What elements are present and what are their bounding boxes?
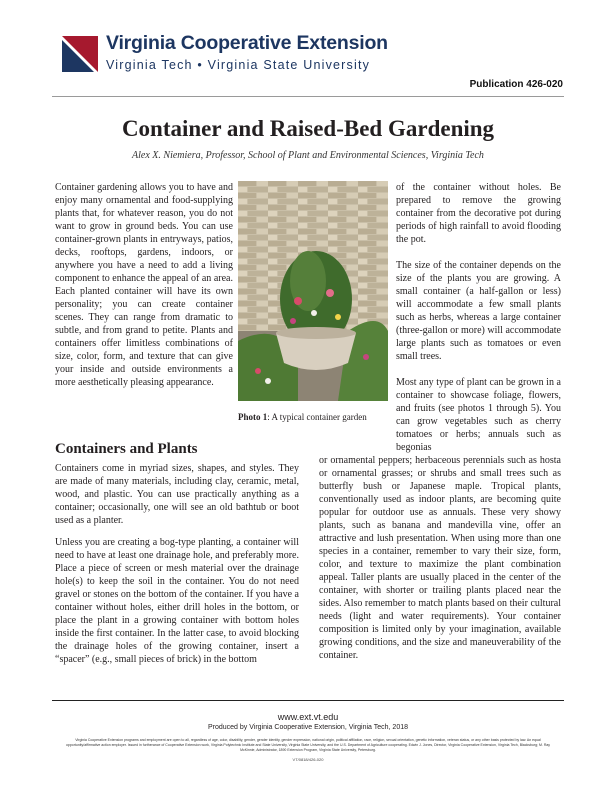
section-heading-containers-plants: Containers and Plants <box>55 441 198 457</box>
footer-legal-text: Virginia Cooperative Extension programs and employment are open to all, regardless of age, color, disability, gender, gender identity, gender expression, national origin, political affiliation, race, religion, sexual orientation, genetic information, veteran status, or any other basis protected by law. An equal opportunity/affirmative action employer. Issued in furtherance of Cooperative Extension work, Virginia Polytechnic Institute and State University, Virginia State University, and the U.S. Department of Agriculture cooperating. Edwin J. Jones, Director, Virginia Cooperative Extension, Virginia Tech, Blacksburg; M. Ray McKinnie, Administrator, 1890 Extension Program, Virginia State University, Petersburg. <box>65 738 551 752</box>
right-paragraph-1: of the container without holes. Be prepared to remove the growing container from the decorative pot during periods of high rainfall to avoid flooding the pot. <box>396 182 561 245</box>
footer-produced-by: Produced by Virginia Cooperative Extension, Virginia Tech, 2018 <box>207 724 409 731</box>
vce-logo-mark-icon <box>62 36 98 72</box>
header-divider <box>52 96 564 97</box>
containers-paragraph: Containers come in myriad sizes, shapes, and styles. They are made of many materials, including clay, ceramic, metal, wood, and plastic. You can use practically anything as a container; occasionally, one will see an old bathtub or boot used as a planter. <box>55 463 299 526</box>
plant-types-paragraph-a: Most any type of plant can be grown in a container to showcase foliage, flowers, and fruits (see photos 1 through 5). You can grow vegetables such as cherry tomatoes or herbs; annuals such as begonias <box>396 377 561 453</box>
container-size-paragraph: The size of the container depends on the size of the plants you are growing. A small container (a half-gallon or less) will accommodate a few small plants such as herbs, whereas a large container (three-gallon or more) will accommodate large plants such as tomatoes or even small trees. <box>396 260 561 362</box>
publication-number: Publication 426-020 <box>469 79 563 90</box>
photo-caption <box>238 412 367 422</box>
footer-publication-code: VT/0818/426-020 <box>292 757 324 762</box>
photo-caption-text: : A typical container garden <box>267 412 367 422</box>
page-title: Container and Raised-Bed Gardening <box>121 116 495 141</box>
footer-divider <box>52 700 564 701</box>
logo-title: Virginia Cooperative Extension <box>106 32 388 54</box>
drainage-paragraph: Unless you are creating a bog-type planting, a container will need to have at least one drainage hole, and preferably more. Place a piece of screen or mesh material over the drainage hole(s) to keep the soil in the container. You do not need gravel or stones on the bottom of the container. If you have a container without holes, either drill holes in the bottom, or place the plant in a growing container with bottom holes inside the first container. In the latter case, to avoid blocking the drainage holes of the growing container, insert a “spacer” (e.g., small pieces of brick) in the bottom <box>55 537 299 665</box>
container-garden-photo <box>238 181 388 401</box>
footer-url: www.ext.vt.edu <box>277 712 339 722</box>
author-byline: Alex X. Niemiera, Professor, School of Plant and Environmental Sciences, Virginia Tech <box>132 150 484 161</box>
photo-caption-label: Photo 1 <box>238 412 268 422</box>
logo-subtitle: Virginia Tech • Virginia State University <box>106 58 371 72</box>
plant-types-paragraph-b: or ornamental peppers; herbaceous perennials such as hosta or ornamental grasses; or shrubs and small trees such as butterfly bush or Japanese maple. Tropical plants, conventionally used as indoor plants, are becoming quite popular for outdoor use as annuals. These very showy plants, such as banana and mandevilla vine, offer an attractive and lush presentation. When using more than one species in a container, remember to vary their size, form, color, and texture to maximize the plant combination appeal. Taller plants are usually placed in the center of the container, with shorter or trailing plants placed near the sides. Also remember to match plants based on their cultural needs (light and water requirements). Your container composition is limited only by your imagination, available growing conditions, and the size and maneuverability of the container. <box>319 455 561 661</box>
intro-paragraph: Container gardening allows you to have and enjoy many ornamental and food-supplying plants that, for whatever reason, you do not want to grow in ground beds. You can use container-grown plants in entryways, patios, decks, rooftops, gardens, indoors, or anywhere you have a need to add a living component to enhance the appeal of an area. Each planted container will have its own personality; you can create container scenes. They can range from dramatic to subtle, and from grand to petite. Plants and containers offer limitless combinations of size, color, form, and texture that can give your inside and outside environments a more aesthetically pleasing appearance. <box>55 182 233 388</box>
container-garden-image <box>238 181 388 401</box>
vce-logo <box>52 30 472 80</box>
